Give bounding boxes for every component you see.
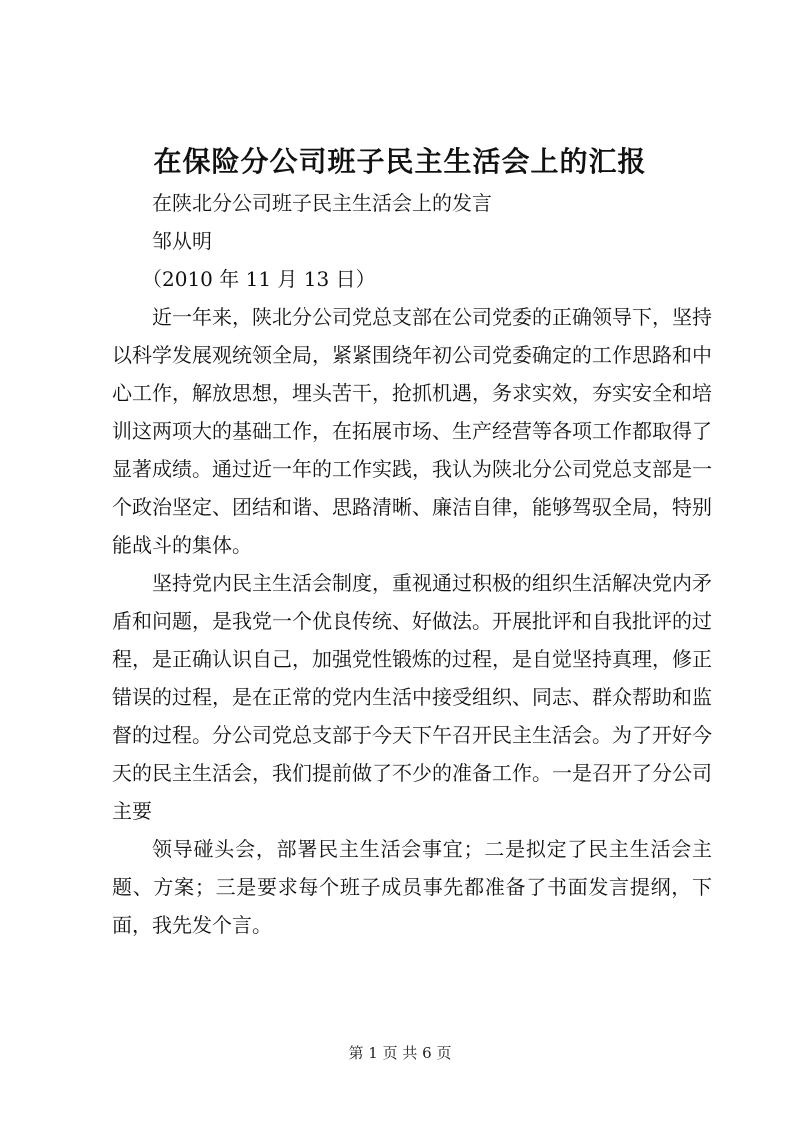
page-number-footer: 第 1 页 共 6 页 [348, 1044, 452, 1062]
document-title: 在保险分公司班子民主生活会上的汇报 [153, 145, 647, 178]
document-author: 邹从明 [152, 229, 212, 253]
document-subtitle: 在陕北分公司班子民主生活会上的发言 [152, 191, 492, 215]
document-date: （2010 年 11 月 13 日） [142, 267, 376, 291]
document-body [112, 184, 712, 944]
body-paragraph-1: 近一年来，陕北分公司党总支部在公司党委的正确领导下，坚持以科学发展观统领全局，紧紧围绕年初公司党委确定的工作思路和中心工作，解放思想，埋头苦干，抢抓机遇，务求实效，夯实安全和培训这两项大的基础工作，在拓展市场、生产经营等各项工作都取得了显著成绩。通过近一年的工作实践，我认为陕北分公司党总支部是一个政治坚定、团结和谐、思路清晰、廉洁自律，能够驾驭全局，特别能战斗的集体。 [112, 305, 712, 557]
body-paragraph-3: 领导碰头会，部署民主生活会事宜；二是拟定了民主生活会主题、方案；三是要求每个班子成员事先都准备了书面发言提纲，下面，我先发个言。 [112, 837, 712, 937]
body-paragraph-2: 坚持党内民主生活会制度，重视通过积极的组织生活解决党内矛盾和问题，是我党一个优良传统、好做法。开展批评和自我批评的过程，是正确认识自己，加强党性锻炼的过程，是自觉坚持真理，修正错误的过程，是在正常的党内生活中接受组织、同志、群众帮助和监督的过程。分公司党总支部于今天下午召开民主生活会。为了开好今天的民主生活会，我们提前做了不少的准备工作。一是召开了分公司主要 [112, 571, 712, 823]
